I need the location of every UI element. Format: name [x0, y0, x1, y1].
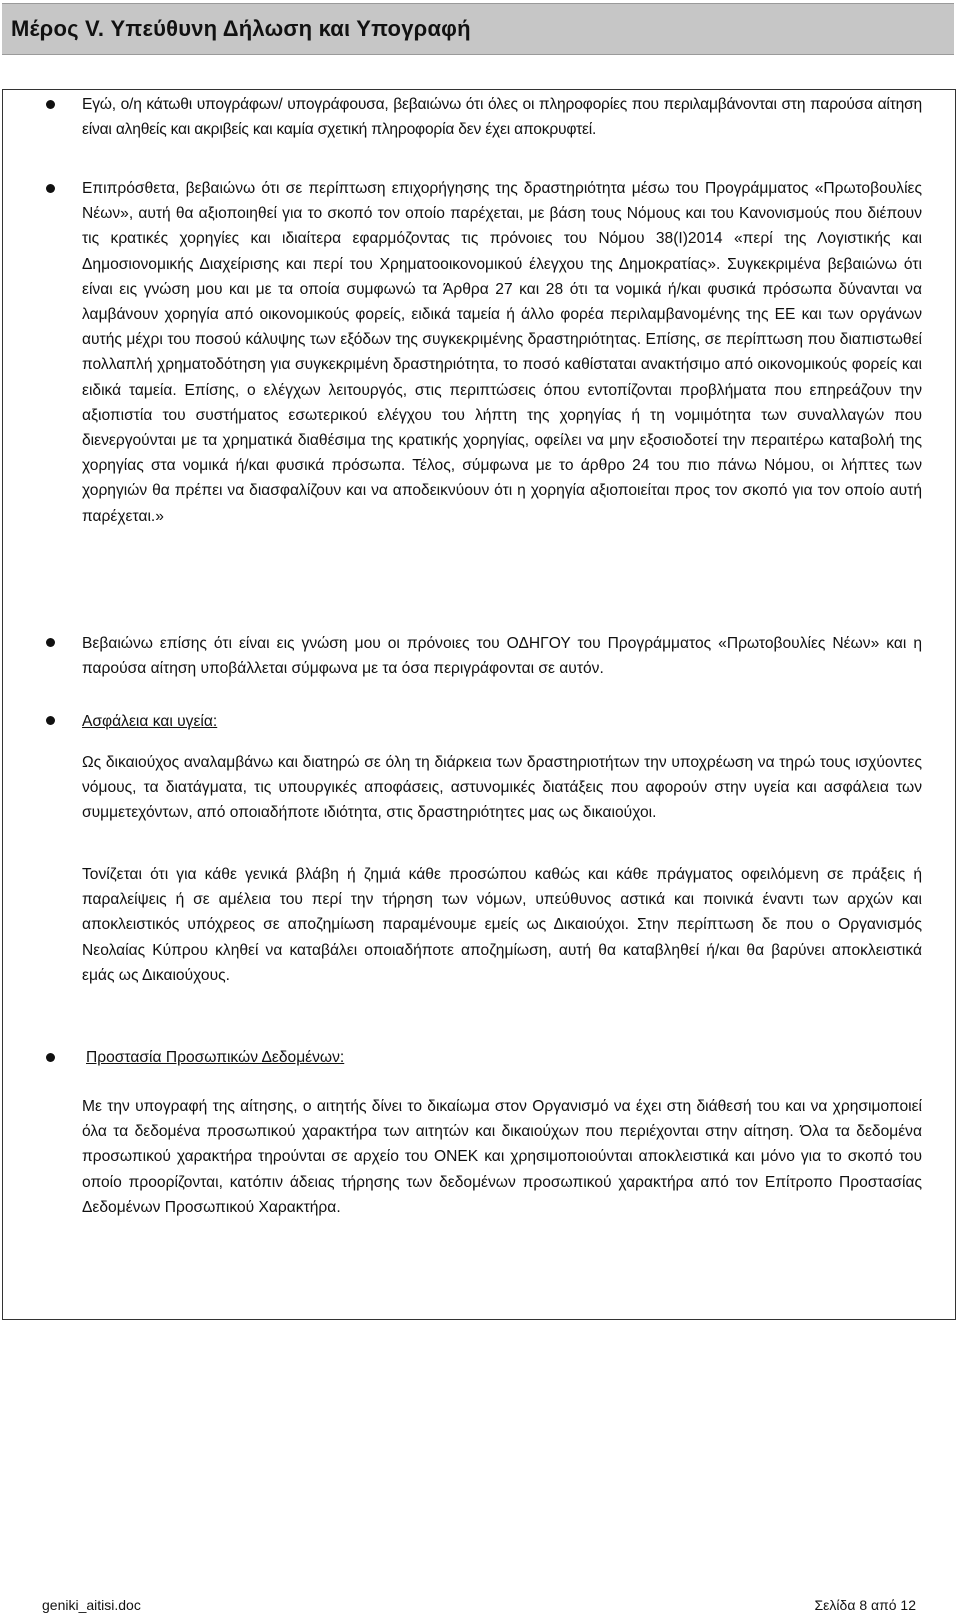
bullet-icon — [46, 100, 55, 109]
bullet-icon — [46, 184, 55, 193]
bullet-icon — [46, 716, 55, 725]
bullet-icon — [46, 638, 55, 647]
safety-paragraph-obligations: Ως δικαιούχος αναλαμβάνω και διατηρώ σε όλη τη διάρκεια των δραστηριοτήτων την υποχρέωση να τηρώ τους ισχύοντες νόμους, τα διατάγματα, τις υπουργικές αποφάσεις, αστυνομικές διατάξεις που αφορούν στην υγεία και ασφάλεια των συμμετεχόντων, από οποιαδήποτε ιδιότητα, στις δραστηριότητες μας ως δικαιούχοι. — [82, 754, 922, 822]
declaration-item-guide-awareness: Βεβαιώνω επίσης ότι είναι εις γνώση μου οι πρόνοιες του ΟΔΗΓΟΥ του Προγράμματος «Πρωτοβουλίες Νέων» και η παρούσα αίτηση υποβάλλεται σύμφωνα με τα όσα περιγράφονται σε αυτόν. — [82, 635, 922, 678]
privacy-paragraph: Με την υπογραφή της αίτησης, ο αιτητής δίνει το δικαίωμα στον Οργανισμό να έχει στη διάθεσή του και να χρησιμοποιεί όλα τα δεδομένα προσωπικού χαρακτήρα των αιτητών και δικαιούχων που περιέχονται στην αίτηση. Όλα τα δεδομένα προσωπικού χαρακτήρα τηρούνται σε αρχείο του ΟΝΕΚ και χρησιμοποιούνται αποκλειστικά και μόνο για το σκοπό του οποίο προορίζονται, κατόπιν άδειας τήρησης των δεδομένων προσωπικού χαρακτήρα από τον Επίτροπο Προστασίας Δεδομένων Προσωπικού Χαρακτήρα. — [82, 1098, 922, 1216]
declaration-item-truthfulness: Εγώ, ο/η κάτωθι υπογράφων/ υπογράφουσα, βεβαιώνω ότι όλες οι πληροφορίες που περιλαμβάνονται στη παρούσα αίτηση είναι αληθείς και ακριβείς και καμία σχετική πληροφορία δεν έχει αποκρυφτεί. — [82, 96, 922, 139]
privacy-heading: Προστασία Προσωπικών Δεδομένων: — [86, 1049, 345, 1066]
bullet-icon — [46, 1053, 55, 1062]
footer-page-number: Σελίδα 8 από 12 — [814, 1597, 916, 1613]
safety-heading: Ασφάλεια και υγεία: — [82, 713, 218, 730]
section-header — [2, 3, 954, 55]
declaration-item-grant-usage: Επιπρόσθετα, βεβαιώνω ότι σε περίπτωση επιχορήγησης της δραστηριότητα μέσω του Προγράμματος «Πρωτοβουλίες Νέων», αυτή θα αξιοποιηθεί για το σκοπό τον οποίο παρέχεται, με βάση τους Νόμους και του Κανονισμούς που διέπουν τις κρατικές χορηγίες και ιδιαίτερα εφαρμόζοντας τις πρόνοιες του Νόμου 38(Ι)2014 «περί της Λογιστικής και Δημοσιονομικής Διαχείρισης και περί του Χρηματοοικονομικού έλεγχου της Δημοκρατίας». Συγκεκριμένα βεβαιώνω ότι είναι εις γνώση μου και με τα οποία συμφωνώ τα Άρθρα 27 και 28 ότι τα νομικά ή/και φυσικά πρόσωπα δύνανται να λαμβάνουν χορηγία από οικονομικούς φορείς, ειδικά ταμεία ή άλλο φορέα περιλαμβανομένης της ΕΕ και των οργάνων αυτής μέχρι του ποσού κάλυψης των εξόδων της συγκεκριμένης δραστηριότητας. Επίσης, σε περίπτωση που διαπιστωθεί πολλαπλή χρηματοδότηση για συγκεκριμένη δραστηριότητα, το ποσό καθίσταται ανακτήσιμο από οικονομικούς φορείς και ειδικά ταμεία. Επίσης, ο ελέγχων λειτουργός, στις περιπτώσεις όπου εντοπίζονται προβλήματα που επηρεάζουν την αξιοπιστία του συστήματος εσωτερικού ελέγχου του λήπτη της χορηγίας ή τη νομιμότητα των συναλλαγών που διενεργούνται με τα χρηματικά διαθέσιμα της κρατικής χορηγίας, οφείλει να μην εξοσιοδοτεί την περαιτέρω καταβολή της χορηγίας στα νομικά ή/και φυσικά πρόσωπα. Τέλος, σύμφωνα με το άρθρο 24 του πιο πάνω Νόμου, οι λήπτες των χορηγιών θα πρέπει να διασφαλίζουν και να αποδεικνύουν ότι η χορηγία αξιοποιείται προς τον σκοπό για τον οποίο αυτή παρέχεται.» — [82, 180, 922, 525]
footer-filename: geniki_aitisi.doc — [42, 1597, 141, 1613]
safety-paragraph-liability: Τονίζεται ότι για κάθε γενικά βλάβη ή ζημιά κάθε προσώπου καθώς και κάθε πράγματος οφειλόμενη σε πράξεις ή παραλείψεις ή σε αμέλεια του περί την τήρηση των νόμων, υπεύθυνος αστικά και ποινικά έναντι των αρχών και αποκλειστικός υπόχρεος σε αποζημίωση παραμένουμε εμείς ως Δικαιούχοι. Στην περίπτωση δε που ο Οργανισμός Νεολαίας Κύπρου κληθεί να καταβάλει οποιαδήποτε αποζημίωση, αυτή θα καταβληθεί ή/και θα βαρύνει αποκλειστικά εμάς ως Δικαιούχους. — [82, 866, 922, 984]
section-title: Μέρος V. Υπεύθυνη Δήλωση και Υπογραφή — [11, 16, 471, 41]
